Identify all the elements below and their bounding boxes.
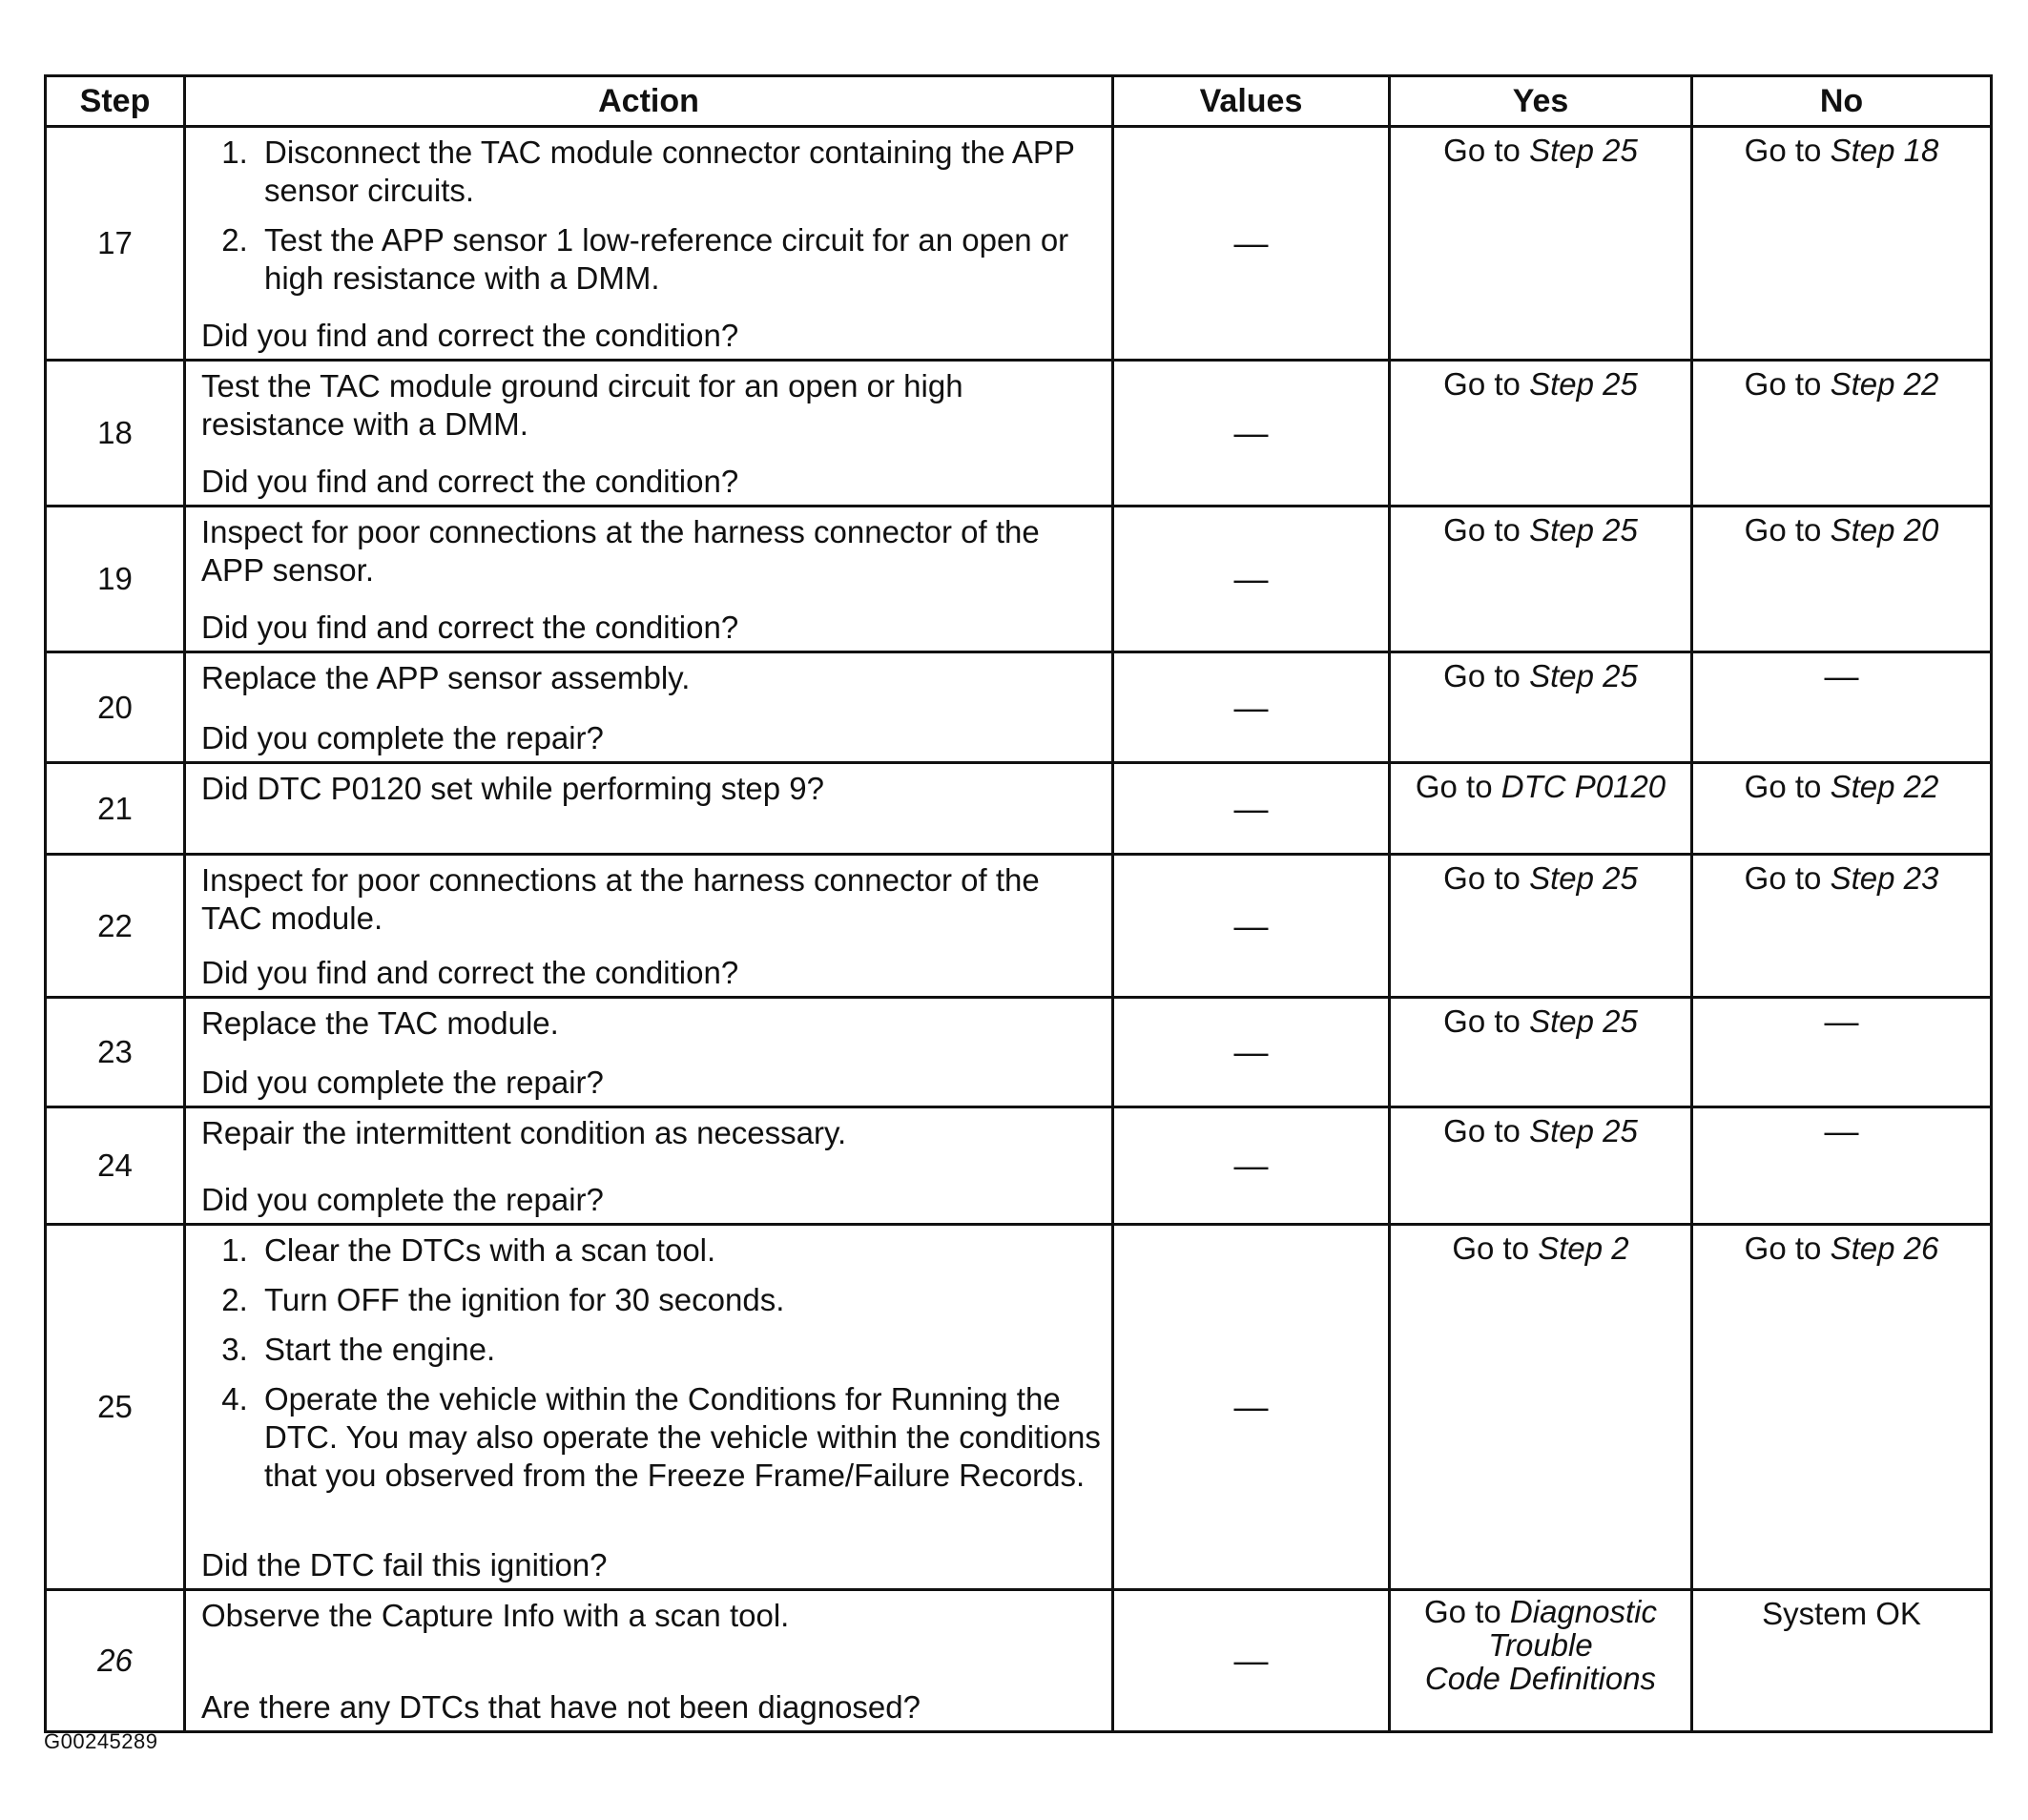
no-link-label: Go to — [1744, 512, 1831, 548]
action-question: Did you complete the repair? — [201, 1182, 604, 1217]
table-body — [46, 127, 1992, 1732]
action-cell — [185, 763, 1113, 855]
no-cell — [1692, 652, 1992, 763]
action-cell — [185, 507, 1113, 652]
values-cell: — — [1113, 763, 1390, 855]
yes-link[interactable] — [1391, 1108, 1690, 1158]
table-row — [46, 763, 1992, 855]
action-cell — [185, 1107, 1113, 1225]
action-question: Did you find and correct the condition? — [201, 464, 739, 499]
header-no: No — [1692, 76, 1992, 127]
table-row — [46, 1107, 1992, 1225]
header-action: Action — [185, 76, 1113, 127]
yes-link-text — [1452, 1230, 1628, 1268]
step-number: 26 — [46, 1590, 185, 1732]
no-link-label: Go to — [1744, 133, 1831, 168]
action-step-item: 1. Disconnect the TAC module connector containing the APP sensor circuits. — [257, 134, 1102, 210]
action-content — [186, 764, 1111, 853]
no-link[interactable] — [1693, 128, 1990, 177]
no-link[interactable] — [1693, 1226, 1990, 1275]
action-instruction: Replace the TAC module. — [201, 1005, 559, 1041]
action-content — [186, 653, 1111, 761]
yes-link-text — [1443, 1003, 1638, 1041]
no-cell — [1692, 855, 1992, 998]
values-cell: — — [1113, 998, 1390, 1107]
yes-link-text — [1443, 657, 1638, 695]
action-content — [186, 507, 1111, 651]
no-cell — [1692, 361, 1992, 507]
action-question: Did you find and correct the condition? — [201, 955, 739, 990]
action-step-item: 3. Start the engine. — [257, 1331, 1102, 1369]
action-question: Did the DTC fail this ignition? — [201, 1547, 608, 1582]
yes-cell — [1390, 507, 1692, 652]
action-instructions — [201, 1114, 1102, 1166]
no-link-ref: Step 23 — [1830, 860, 1939, 896]
yes-link-stack — [1424, 1595, 1657, 1695]
yes-link-ref: Trouble — [1488, 1627, 1593, 1663]
yes-link[interactable] — [1391, 128, 1690, 177]
values-cell: — — [1113, 127, 1390, 361]
action-content — [186, 1108, 1111, 1223]
values-cell: — — [1113, 507, 1390, 652]
yes-link-label: Go to — [1424, 1594, 1510, 1629]
table-row — [46, 998, 1992, 1107]
table-header-row — [46, 76, 1992, 127]
values-cell: — — [1113, 855, 1390, 998]
action-instruction: Inspect for poor connections at the harness connector of the APP sensor. — [201, 514, 1040, 588]
no-link[interactable] — [1693, 362, 1990, 411]
action-question: Did you complete the repair? — [201, 720, 604, 755]
yes-link-text — [1443, 1112, 1638, 1150]
no-dash: — — [1824, 656, 1859, 695]
yes-link[interactable] — [1391, 1591, 1690, 1703]
yes-link-text — [1443, 859, 1638, 898]
table-row — [46, 1225, 1992, 1590]
action-cell — [185, 1590, 1113, 1732]
action-cell — [185, 127, 1113, 361]
action-instructions — [201, 861, 1102, 951]
table-row — [46, 361, 1992, 507]
yes-link[interactable] — [1391, 362, 1690, 411]
no-link-label: Go to — [1744, 1231, 1831, 1266]
action-instruction: Repair the intermittent condition as necessary. — [201, 1115, 847, 1150]
action-instructions — [201, 367, 1102, 457]
step-number: 22 — [46, 855, 185, 998]
action-cell — [185, 361, 1113, 507]
action-instructions — [201, 134, 1102, 311]
step-number: 21 — [46, 763, 185, 855]
step-number: 20 — [46, 652, 185, 763]
yes-link-ref: Step 25 — [1529, 512, 1638, 548]
yes-link-ref: Step 25 — [1529, 366, 1638, 402]
table-row — [46, 1590, 1992, 1732]
no-link-label: Go to — [1744, 769, 1831, 804]
action-step-item: 4. Operate the vehicle within the Conditions for Running the DTC. You may also operate the vehicle within the conditions that you observed from the Freeze Frame/Failure Records. — [257, 1380, 1102, 1495]
step-number: 19 — [46, 507, 185, 652]
yes-link-ref: Step 2 — [1538, 1231, 1629, 1266]
action-steps-list — [201, 134, 1102, 298]
values-cell: — — [1113, 652, 1390, 763]
yes-link[interactable] — [1391, 653, 1690, 703]
yes-link-text — [1443, 365, 1638, 403]
table-row — [46, 127, 1992, 361]
yes-link-ref: Step 25 — [1529, 133, 1638, 168]
no-link[interactable] — [1693, 507, 1990, 557]
no-cell — [1692, 1590, 1992, 1732]
action-content — [186, 999, 1111, 1106]
yes-cell — [1390, 855, 1692, 998]
no-link-text — [1745, 768, 1939, 806]
step-number: 23 — [46, 998, 185, 1107]
step-number: 17 — [46, 127, 185, 361]
yes-link-line — [1424, 1595, 1657, 1628]
no-link[interactable] — [1693, 856, 1990, 905]
action-instruction: Did DTC P0120 set while performing step 9? — [201, 771, 824, 806]
yes-link-label: Go to — [1443, 860, 1530, 896]
action-content — [186, 1226, 1111, 1588]
figure-id: G00245289 — [44, 1729, 158, 1753]
yes-link-text — [1416, 768, 1666, 806]
action-step-item: 1. Clear the DTCs with a scan tool. — [257, 1231, 1102, 1270]
yes-link[interactable] — [1391, 999, 1690, 1048]
no-dash: — — [1824, 1002, 1859, 1041]
no-link-ref: Step 20 — [1830, 512, 1939, 548]
no-link-text — [1745, 859, 1939, 898]
header-yes: Yes — [1390, 76, 1692, 127]
no-link-text — [1745, 511, 1939, 549]
action-cell — [185, 998, 1113, 1107]
values-cell: — — [1113, 1590, 1390, 1732]
step-number: 25 — [46, 1225, 185, 1590]
yes-link-ref: Step 25 — [1529, 658, 1638, 693]
no-link-label: Go to — [1744, 860, 1831, 896]
action-question: Did you find and correct the condition? — [201, 610, 739, 645]
diagnostic-table — [44, 74, 1993, 1733]
action-question: Did you complete the repair? — [201, 1065, 604, 1100]
action-cell — [185, 652, 1113, 763]
no-link-ref: Step 22 — [1830, 366, 1939, 402]
header-values: Values — [1113, 76, 1390, 127]
yes-link-ref: Code Definitions — [1424, 1661, 1657, 1696]
action-question: Are there any DTCs that have not been diagnosed? — [201, 1689, 921, 1725]
yes-link[interactable] — [1391, 764, 1690, 814]
no-cell — [1692, 998, 1992, 1107]
no-cell — [1692, 127, 1992, 361]
yes-link-label: Go to — [1415, 769, 1501, 804]
action-instructions — [201, 770, 1102, 821]
no-link-label: Go to — [1744, 366, 1831, 402]
action-instructions — [201, 1597, 1102, 1648]
yes-link-text — [1443, 511, 1638, 549]
yes-link-label: Go to — [1443, 1003, 1530, 1039]
action-content — [186, 856, 1111, 996]
yes-link-label: Go to — [1443, 1113, 1530, 1148]
yes-link-label: Go to — [1452, 1231, 1539, 1266]
action-step-item: 2. Turn OFF the ignition for 30 seconds. — [257, 1281, 1102, 1319]
yes-cell — [1390, 127, 1692, 361]
action-content — [186, 128, 1111, 359]
action-instruction: Observe the Capture Info with a scan tool. — [201, 1598, 790, 1633]
no-dash: — — [1824, 1111, 1859, 1150]
values-cell: — — [1113, 1225, 1390, 1590]
table-row — [46, 507, 1992, 652]
yes-link[interactable] — [1391, 1226, 1690, 1275]
no-link-text — [1745, 1230, 1939, 1268]
no-link-text — [1745, 365, 1939, 403]
no-link-ref: Step 18 — [1830, 133, 1939, 168]
yes-cell — [1390, 361, 1692, 507]
action-content — [186, 362, 1111, 505]
step-number: 18 — [46, 361, 185, 507]
action-instructions — [201, 1231, 1102, 1508]
values-cell: — — [1113, 361, 1390, 507]
yes-cell — [1390, 1590, 1692, 1732]
no-link[interactable] — [1693, 764, 1990, 814]
no-link-text — [1745, 132, 1939, 170]
yes-link-label: Go to — [1443, 512, 1530, 548]
yes-link-ref: DTC P0120 — [1500, 769, 1666, 804]
yes-cell — [1390, 652, 1692, 763]
action-step-item: 2. Test the APP sensor 1 low-reference circuit for an open or high resistance with a DMM. — [257, 221, 1102, 298]
yes-link[interactable] — [1391, 507, 1690, 557]
action-instructions — [201, 659, 1102, 711]
yes-link-ref: Diagnostic — [1509, 1594, 1657, 1629]
yes-link-label: Go to — [1443, 133, 1530, 168]
values-cell: — — [1113, 1107, 1390, 1225]
table-row — [46, 652, 1992, 763]
action-instruction: Test the TAC module ground circuit for an open or high resistance with a DMM. — [201, 368, 963, 442]
no-link-ref: Step 26 — [1830, 1231, 1939, 1266]
no-result: System OK — [1762, 1596, 1921, 1631]
action-instruction: Inspect for poor connections at the harness connector of the TAC module. — [201, 862, 1040, 936]
yes-cell — [1390, 1107, 1692, 1225]
yes-link-label: Go to — [1443, 366, 1530, 402]
yes-cell — [1390, 763, 1692, 855]
no-cell — [1692, 763, 1992, 855]
action-steps-list — [201, 1231, 1102, 1495]
header-step: Step — [46, 76, 185, 127]
no-cell — [1692, 1107, 1992, 1225]
yes-link-text — [1443, 132, 1638, 170]
yes-link-label: Go to — [1443, 658, 1530, 693]
action-instruction: Replace the APP sensor assembly. — [201, 660, 691, 695]
action-cell — [185, 855, 1113, 998]
yes-cell — [1390, 1225, 1692, 1590]
action-content — [186, 1591, 1111, 1730]
step-number: 24 — [46, 1107, 185, 1225]
yes-link[interactable] — [1391, 856, 1690, 905]
action-instructions — [201, 513, 1102, 603]
action-question: Did you find and correct the condition? — [201, 318, 739, 353]
no-cell — [1692, 507, 1992, 652]
yes-cell — [1390, 998, 1692, 1107]
no-cell — [1692, 1225, 1992, 1590]
action-cell — [185, 1225, 1113, 1590]
table-row — [46, 855, 1992, 998]
yes-link-ref: Step 25 — [1529, 860, 1638, 896]
yes-link-ref: Step 25 — [1529, 1003, 1638, 1039]
yes-link-ref: Step 25 — [1529, 1113, 1638, 1148]
no-link-ref: Step 22 — [1830, 769, 1939, 804]
action-instructions — [201, 1004, 1102, 1056]
